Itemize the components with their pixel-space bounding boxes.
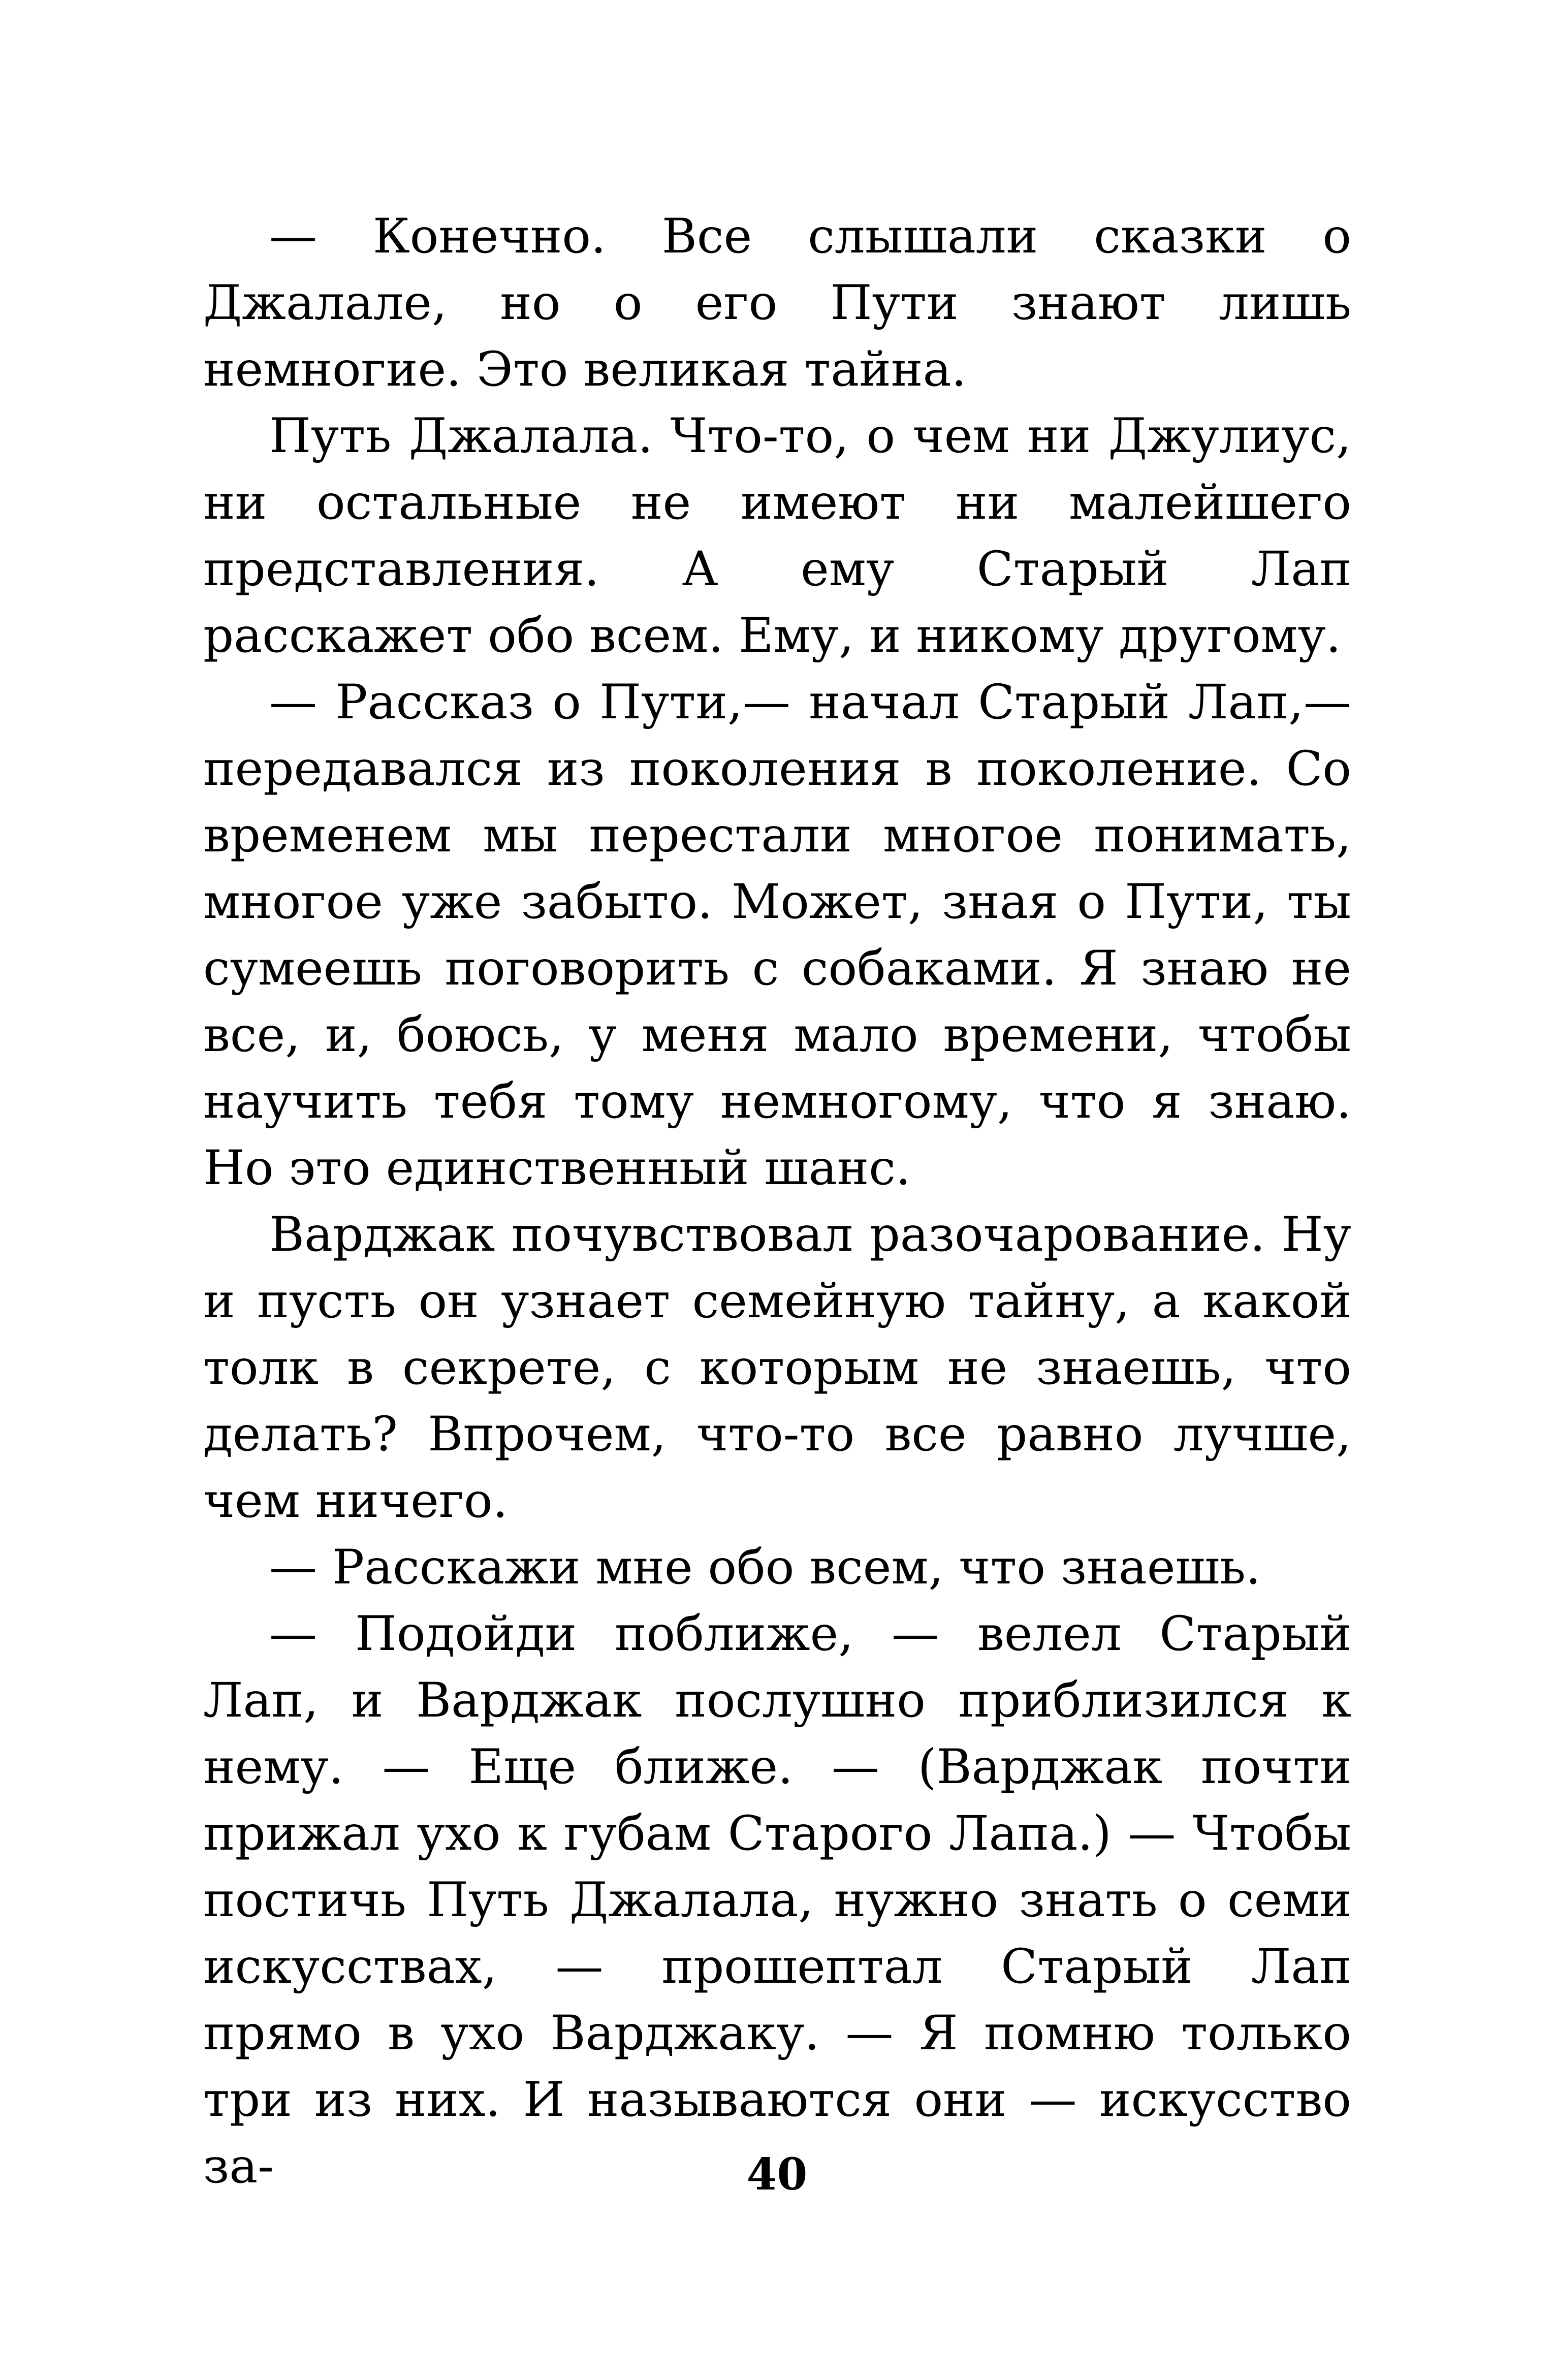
paragraph: — Расскажи мне обо всем, что знаешь. — [269, 1540, 1261, 1595]
page-number: 40 — [746, 2149, 808, 2200]
paragraph: Варджак почувствовал разочарование. Ну и пусть он узнает семейную тайну, а какой толк в секрете, с которым не знаешь, что делать? Впрочем, что-то все равно лучше, чем ничего. — [203, 1207, 1351, 1529]
paragraph: — Рассказ о Пути,— начал Старый Лап,— передавался из поколения в поколение. Со временем мы перестали многое понимать, многое уже забыто. Может, зная о Пути, ты сумеешь поговорить с собаками. Я знаю не все, и, боюсь, у меня мало времени, чтобы научить тебя тому немногому, что я знаю. Но это единственный шанс. — [203, 675, 1351, 1196]
paragraph: — Конечно. Все слышали сказки о Джалале, но о его Пути знают лишь немногие. Это великая тайна. — [203, 209, 1351, 397]
paragraph: Путь Джалала. Что-то, о чем ни Джулиус, ни остальные не имеют ни малейшего представления. А ему Старый Лап расскажет обо всем. Ему, и никому другому. — [203, 408, 1351, 663]
body-text — [203, 203, 1351, 2200]
paragraph: — Подойди поближе, — велел Старый Лап, и Варджак послушно приблизился к нему. — Еще ближе. — (Варджак почти прижал ухо к губам Старого Лапа.) — Чтобы постичь Путь Джалала, нужно знать о семи искусствах, — прошептал Старый Лап прямо в ухо Варджаку. — Я помню только три из них. И называются они — искусство за- — [203, 1606, 1351, 2194]
